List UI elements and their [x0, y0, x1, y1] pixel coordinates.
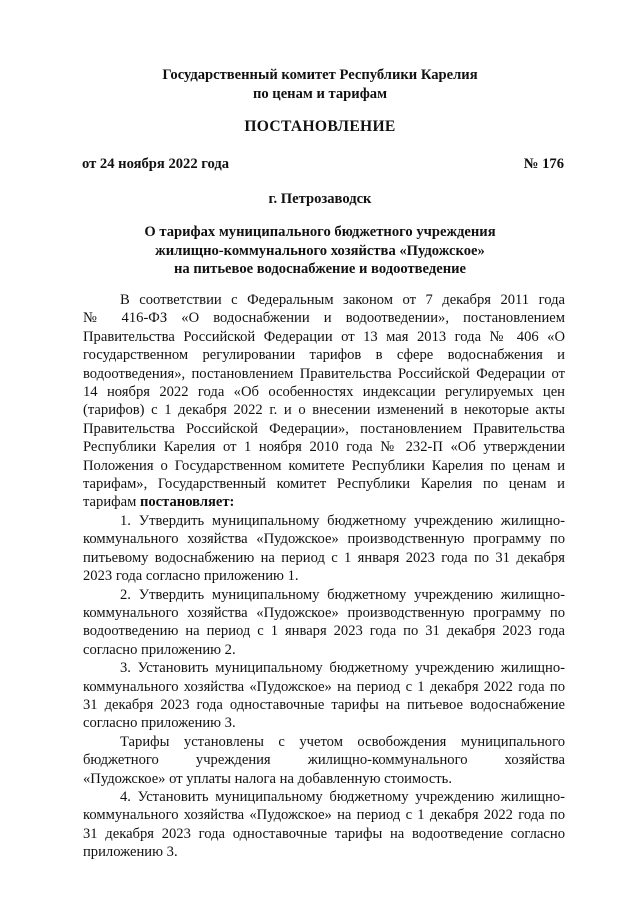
preamble-last-text: тарифам [83, 494, 140, 511]
clause-last-line: согласно приложению 2. [83, 641, 236, 658]
preamble-paragraph [83, 291, 565, 512]
preamble-line: Правительства Российской Федерации», постановлением Правительства [83, 420, 565, 437]
preamble-line: В соответствии с Федеральным законом от 7 декабря 2011 года [120, 292, 565, 308]
document-number: № 176 [523, 156, 564, 172]
clause-line: водоотведению на период с 1 января 2023 года по 31 декабря 2023 года [83, 623, 565, 640]
clause-line: коммунального хозяйства «Пудожское» на период с 1 декабря 2022 года по [83, 807, 565, 824]
subject-line-3: на питьевое водоснабжение и водоотведение [174, 261, 466, 277]
authority-line-1: Государственный комитет Республики Карелия [162, 67, 478, 83]
clause-line: 4. Установить муниципальному бюджетному учреждению жилищно- [120, 788, 565, 805]
clause-line: питьевому водоснабжению на период с 1 января 2023 года по 31 декабря [83, 549, 565, 566]
preamble-line: 14 ноября 2022 года «Об особенностях индексации регулируемых цен [83, 384, 565, 401]
clause-last-line: приложению 3. [83, 844, 178, 861]
resolves-keyword: постановляет: [139, 494, 235, 511]
document-date: от 24 ноября 2022 года [82, 156, 230, 172]
preamble-line: Республики Карелия от 1 ноября 2010 года № 232-П «Об утверждении [83, 439, 565, 456]
clause-line: 31 декабря 2023 года одноставочные тарифы на водоотведение согласно [83, 825, 565, 842]
preamble-line: государственном регулировании тарифов в сфере водоснабжения и [83, 347, 565, 364]
preamble-line: Правительства Российской Федерации от 13 мая 2013 года № 406 «О [83, 328, 565, 345]
preamble-last-line [83, 493, 565, 511]
preamble-line: водоотведения», постановлением Правительства Российской Федерации от [83, 365, 565, 382]
clause-last-line: согласно приложению 3. [83, 715, 236, 732]
preamble-line: № 416-ФЗ «О водоснабжении и водоотведении», постановлением [83, 310, 565, 327]
tax-note [83, 733, 565, 788]
document-type: ПОСТАНОВЛЕНИЕ [244, 118, 396, 135]
tax-note-last-line: «Пудожское» от уплаты налога на добавленную стоимость. [83, 770, 452, 787]
clause-line: коммунального хозяйства «Пудожское» на период с 1 декабря 2022 года по [83, 678, 565, 695]
clause-line: коммунального хозяйства «Пудожское» производственную программу по [83, 604, 565, 621]
authority-line-2: по ценам и тарифам [252, 86, 388, 102]
preamble-line: тарифам», Государственный комитет Республики Карелия по ценам и [83, 476, 565, 493]
document-subject [0, 223, 640, 279]
clause-last-line: 2023 года согласно приложению 1. [83, 568, 299, 585]
clause-2 [83, 586, 565, 660]
tax-note-line: Тарифы установлены с учетом освобождения муниципального [120, 733, 565, 750]
issuing-authority [0, 66, 640, 104]
clause-1 [83, 512, 565, 586]
preamble-line: Положения о Государственном комитете Республики Карелия по ценам и [83, 457, 565, 474]
clause-line: 3. Установить муниципальному бюджетному учреждению жилищно- [120, 660, 565, 677]
clause-3 [83, 659, 565, 733]
clause-line: 31 декабря 2023 года одноставочные тарифы на питьевое водоснабжение [83, 696, 565, 713]
clause-line: 2. Утвердить муниципальному бюджетному учреждению жилищно- [120, 586, 565, 603]
document-city: г. Петрозаводск [268, 191, 372, 207]
subject-line-2: жилищно-коммунального хозяйства «Пудожское» [155, 242, 485, 259]
clause-line: коммунального хозяйства «Пудожское» производственную программу по [83, 531, 565, 548]
tax-note-line: бюджетного учреждения жилищно-коммунального хозяйства [83, 752, 565, 769]
clause-4 [83, 788, 565, 862]
document-body [83, 291, 565, 862]
subject-line-1: О тарифах муниципального бюджетного учреждения [144, 224, 496, 240]
clause-line: 1. Утвердить муниципальному бюджетному учреждению жилищно- [120, 512, 565, 529]
preamble-line: (тарифов) с 1 декабря 2022 г. и о внесении изменений в некоторые акты [83, 402, 565, 419]
